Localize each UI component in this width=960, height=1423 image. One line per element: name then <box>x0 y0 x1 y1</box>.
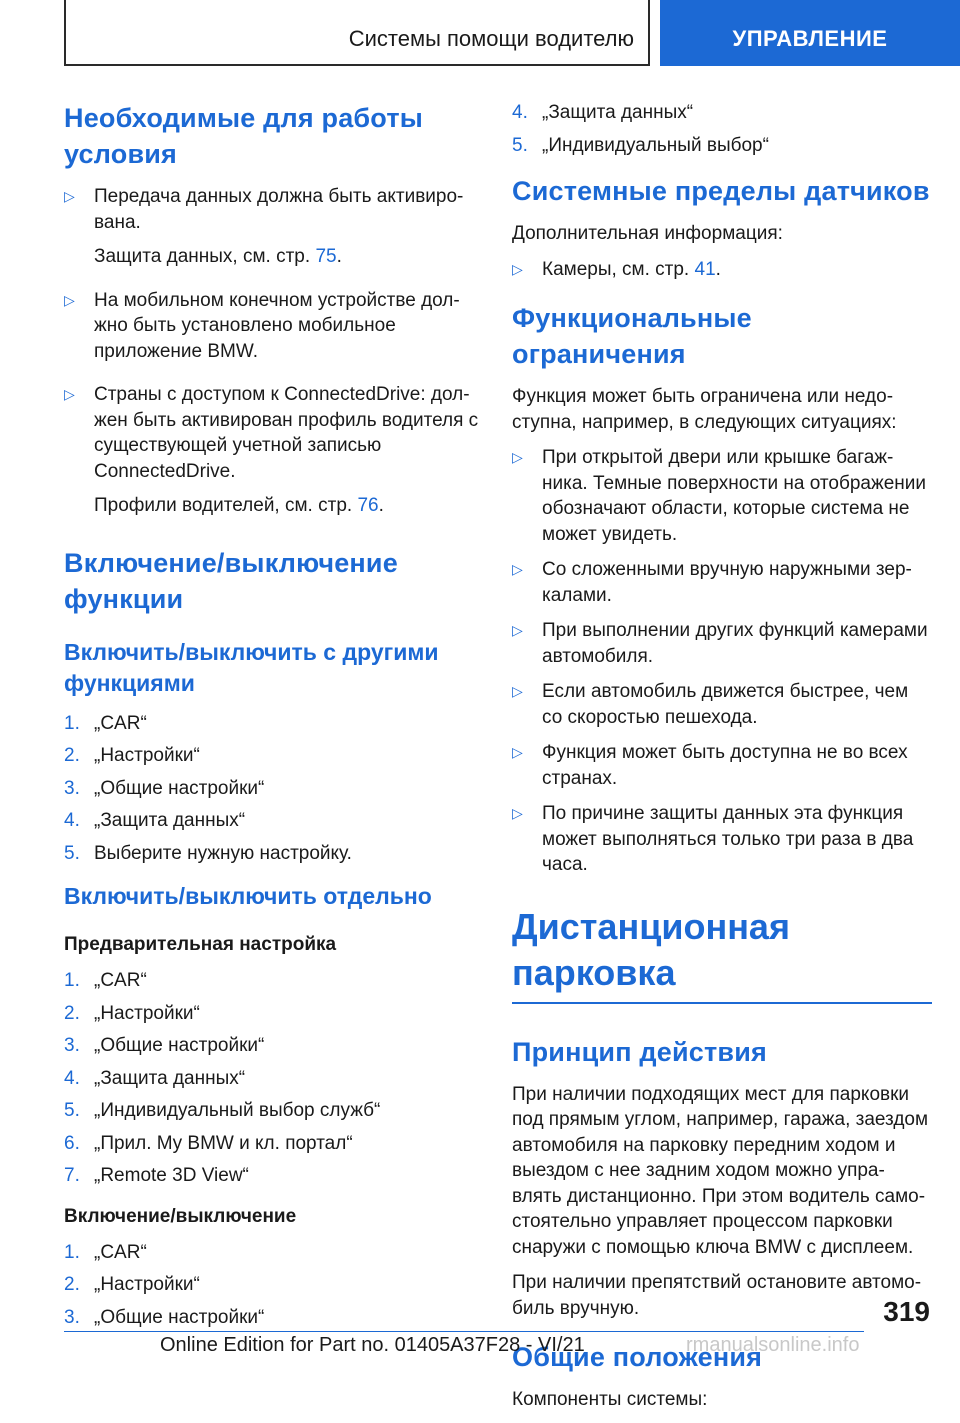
bullet-item <box>64 288 482 365</box>
list-number: 4. <box>512 102 528 123</box>
heading-with-others: Включить/выключить с другими функциями <box>64 638 439 696</box>
ref-text: Профили водителей, см. стр. <box>94 495 353 516</box>
list-number: 4. <box>64 810 80 831</box>
list-item <box>64 1305 482 1331</box>
list-item <box>64 1033 482 1059</box>
right-column <box>512 100 932 1423</box>
list-text: „CAR“ <box>94 1241 147 1263</box>
list-text: „Общие настройки“ <box>94 1306 265 1328</box>
list-item <box>64 1001 482 1027</box>
list-text: „Прил. My BMW и кл. портал“ <box>94 1132 353 1154</box>
list-item <box>64 1240 482 1266</box>
list-item <box>64 1272 482 1298</box>
heading-remote-parking: Дистанционная парковка <box>512 904 932 1004</box>
list-text: „Настройки“ <box>94 1002 200 1024</box>
list-number: 4. <box>64 1067 80 1089</box>
numbered-list-a <box>64 711 482 867</box>
heading-functional-limits: Функциональные ограничения <box>512 303 752 369</box>
list-number: 1. <box>64 1241 80 1263</box>
bullet-text: На мобильном конечном устройстве дол-жно быть установлено мобильное приложение BMW. <box>94 289 460 362</box>
list-number: 3. <box>64 1306 80 1328</box>
footer-edition: Online Edition for Part no. 01405A37F28 - VI/21 <box>160 1334 585 1356</box>
heading-separately: Включить/выключить отдельно <box>64 883 432 909</box>
bullet-item <box>512 679 932 730</box>
bullet-subtext: Защита данных, см. стр. 75. <box>94 246 342 267</box>
bullet-triangle-icon: ▷ <box>512 622 523 638</box>
list-item <box>64 1163 482 1189</box>
bullet-item <box>512 740 932 791</box>
general-intro: Компоненты системы: <box>512 1389 708 1410</box>
header-chapter-tab[interactable]: УПРАВЛЕНИЕ <box>660 0 960 66</box>
left-column <box>64 100 482 1337</box>
bullet-subtext: Профили водителей, см. стр. 76. <box>94 495 384 516</box>
list-text: „CAR“ <box>94 712 147 734</box>
bullet-triangle-icon: ▷ <box>512 449 523 465</box>
list-text: „Индивидуальный выбор служб“ <box>94 1100 381 1121</box>
bullet-item: ▷ Камеры, см. стр. 41. <box>512 257 932 283</box>
bullet-text: Передача данных должна быть активиро-вана. <box>94 186 464 233</box>
bullet-triangle-icon: ▷ <box>64 386 75 402</box>
bullet-text: Функция может быть доступна не во всех странах. <box>542 742 908 789</box>
list-number: 5. <box>64 842 80 864</box>
bullet-item <box>64 184 482 270</box>
list-item <box>512 133 932 159</box>
bullet-item <box>512 801 932 878</box>
bullet-triangle-icon: ▷ <box>64 188 75 204</box>
list-text: „Защита данных“ <box>94 1067 246 1089</box>
bullet-text: Со сложенными вручную наружными зер-калами. <box>542 559 912 606</box>
watermark: rmanualsonline.info <box>686 1334 860 1356</box>
bullet-triangle-icon: ▷ <box>512 805 523 821</box>
list-number: 1. <box>64 970 80 991</box>
bullet-text: При открытой двери или крышке багаж-ника. Темные поверхности на отображении обозначают области, которые система не может увидеть. <box>542 447 926 545</box>
page-link[interactable]: 76 <box>357 495 379 516</box>
func-intro: Функция может быть ограничена или недо-ступна, например, в следующих ситуациях: <box>512 386 897 433</box>
list-text: „Индивидуальный выбор“ <box>542 134 769 156</box>
header-section-title: Системы помощи водителю <box>348 26 634 51</box>
bullet-item <box>512 445 932 547</box>
heading-sensor-limits: Системные пределы датчиков <box>512 176 930 206</box>
list-number: 3. <box>64 777 80 799</box>
list-item <box>64 1098 482 1124</box>
list-item <box>64 808 482 834</box>
list-item <box>64 776 482 802</box>
heading-principle: Принцип действия <box>512 1036 767 1067</box>
numbered-list-b <box>64 968 482 1189</box>
list-item <box>64 1066 482 1092</box>
bullet-item <box>512 618 932 669</box>
list-number: 2. <box>64 1274 80 1295</box>
page-link[interactable]: 41 <box>694 258 716 280</box>
bullet-item <box>64 382 482 519</box>
list-item <box>512 100 932 126</box>
list-item <box>64 1131 482 1157</box>
list-number: 5. <box>512 134 528 156</box>
list-number: 5. <box>64 1100 80 1121</box>
sensor-intro: Дополнительная информация: <box>512 223 783 244</box>
list-item <box>64 743 482 769</box>
bullet-text: По причине защиты данных эта функция может выполняться только три раза в два часа. <box>542 803 914 875</box>
list-item <box>64 711 482 737</box>
list-text: „CAR“ <box>94 970 147 991</box>
heading-general: Общие положения <box>512 1342 763 1372</box>
bullet-triangle-icon: ▷ <box>512 744 523 760</box>
ref-text: Защита данных, см. стр. <box>94 246 311 267</box>
bullet-triangle-icon: ▷ <box>512 260 523 277</box>
page-number: 319 <box>883 1296 930 1327</box>
heading-presetup: Предварительная настройка <box>64 934 337 955</box>
list-text: „Remote 3D View“ <box>94 1165 249 1186</box>
principle-paragraph-1: При наличии подходящих мест для парковки под прямым углом, например, гаража, заездом автомобиля на парковку передним ходом и выездом с нее задним ходом можно упра-влять дистанционно. При этом водитель само-стоятельно управляет процессом парковки снаружи с помощью ключа BMW с дисплеем. <box>512 1083 929 1258</box>
list-text: „Защита данных“ <box>542 102 694 123</box>
heading-onoff: Включение/выключение функции <box>64 547 398 614</box>
list-number: 7. <box>64 1165 80 1186</box>
heading-conditions: Необходимые для работы условия <box>64 103 424 169</box>
bullet-triangle-icon: ▷ <box>512 683 523 699</box>
bullet-item <box>512 557 932 608</box>
bullet-text: Если автомобиль движется быстрее, чем со скоростью пешехода. <box>542 681 909 728</box>
principle-paragraph-2: При наличии препятствий остановите автомо-биль вручную. <box>512 1272 922 1319</box>
bullet-triangle-icon: ▷ <box>64 291 75 308</box>
list-number: 2. <box>64 745 80 766</box>
page-link[interactable]: 75 <box>315 246 337 267</box>
header-section-box <box>64 0 650 66</box>
bullet-triangle-icon: ▷ <box>512 561 523 577</box>
bullet-text: Камеры, см. стр. <box>542 258 690 280</box>
list-number: 1. <box>64 712 80 734</box>
list-number: 2. <box>64 1002 80 1024</box>
list-number: 3. <box>64 1035 80 1056</box>
list-item <box>64 968 482 994</box>
list-text: „Защита данных“ <box>94 810 246 831</box>
list-number: 6. <box>64 1132 80 1154</box>
bullet-text: Страны с доступом к ConnectedDrive: дол-жен быть активирован профиль водителя с существующей учетной записью ConnectedDrive. <box>94 384 479 482</box>
list-item <box>64 841 482 867</box>
heading-enable: Включение/выключение <box>64 1205 297 1227</box>
list-text: „Общие настройки“ <box>94 777 265 799</box>
footer-divider <box>64 1331 864 1332</box>
bullet-text: При выполнении других функций камерами автомобиля. <box>542 620 928 667</box>
list-text: „Настройки“ <box>94 1274 200 1295</box>
page-header <box>0 0 960 66</box>
numbered-list-c <box>64 1240 482 1331</box>
list-text: Выберите нужную настройку. <box>94 842 352 864</box>
numbered-list-continued <box>512 100 932 158</box>
list-text: „Настройки“ <box>94 745 200 766</box>
list-text: „Общие настройки“ <box>94 1035 265 1056</box>
